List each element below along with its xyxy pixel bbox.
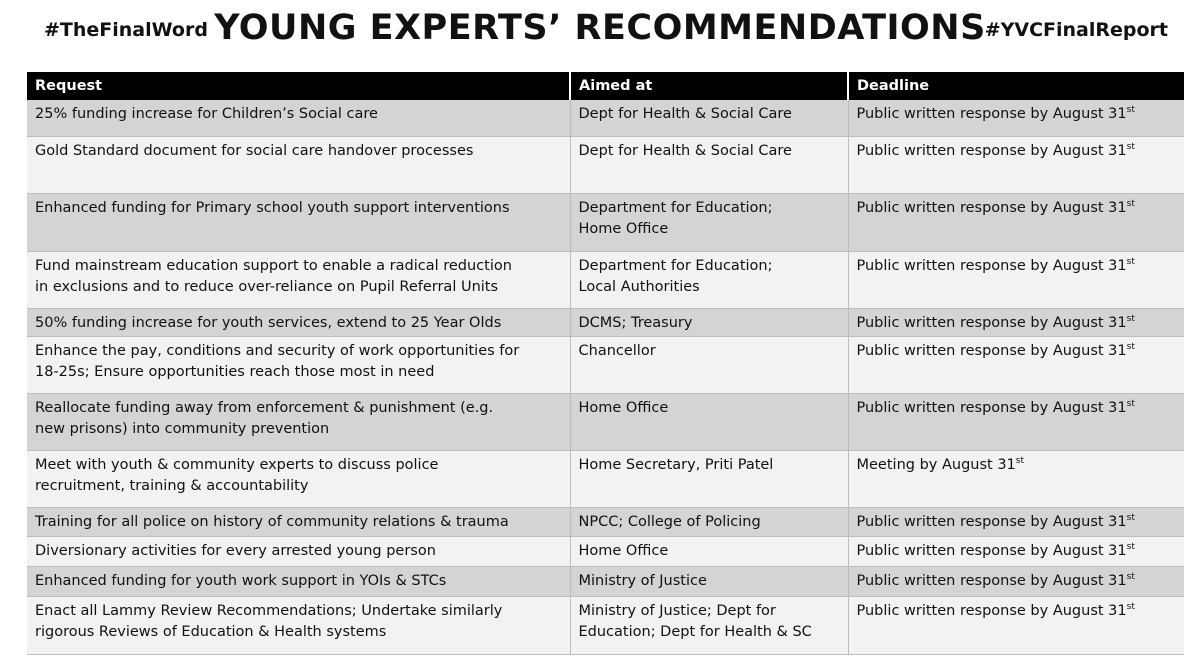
cell-request [27, 136, 570, 193]
table-row [27, 193, 1184, 251]
ordinal-suffix: st [1126, 141, 1135, 152]
cell-request [27, 536, 570, 566]
cell-request-line: rigorous Reviews of Education & Health systems [35, 623, 387, 640]
table-row [27, 308, 1184, 336]
deadline-text: Public written response by August 31 [856, 106, 1127, 122]
cell-request [27, 251, 570, 308]
cell-aimed-at-line: Home Secretary, Priti Patel [578, 456, 774, 473]
cell-aimed-at-line: Dept for Health & Social Care [578, 106, 792, 122]
deadline-text: Public written response by August 31 [856, 142, 1127, 159]
cell-deadline [848, 536, 1184, 566]
cell-aimed-at-line: DCMS; Treasury [578, 314, 693, 331]
cell-aimed-at-line: Chancellor [578, 342, 656, 359]
table-row [27, 136, 1184, 193]
ordinal-suffix: st [1126, 398, 1135, 409]
cell-aimed-at-line: Department for Education; [578, 257, 773, 274]
table-row [27, 596, 1184, 654]
cell-deadline [848, 251, 1184, 308]
table-row [27, 336, 1184, 393]
cell-aimed-at [570, 596, 848, 654]
cell-deadline [848, 193, 1184, 251]
table-row [27, 536, 1184, 566]
ordinal-suffix: st [1126, 601, 1135, 612]
cell-request [27, 193, 570, 251]
cell-aimed-at [570, 100, 848, 136]
ordinal-suffix: st [1126, 512, 1135, 523]
cell-aimed-at-line: Home Office [578, 399, 669, 416]
cell-deadline [848, 336, 1184, 393]
column-header-aimed-at: Aimed at [570, 72, 848, 100]
deadline-text: Meeting by August 31 [856, 456, 1016, 473]
deadline-text: Public written response by August 31 [856, 399, 1127, 416]
hashtag-the-final-word: #TheFinalWord [44, 19, 208, 41]
cell-aimed-at [570, 507, 848, 536]
cell-request-line: Enhanced funding for youth work support in YOIs & STCs [35, 572, 447, 589]
page-title: YOUNG EXPERTS’ RECOMMENDATIONS [214, 8, 986, 48]
cell-aimed-at-line: Education; Dept for Health & SC [578, 623, 812, 640]
cell-aimed-at-line: Ministry of Justice; Dept for [578, 602, 776, 619]
cell-request-line: Training for all police on history of community relations & trauma [35, 513, 509, 530]
ordinal-suffix: st [1126, 541, 1135, 552]
cell-deadline [848, 308, 1184, 336]
table-header-row [27, 72, 1184, 100]
cell-deadline [848, 450, 1184, 507]
cell-request-line: new prisons) into community prevention [35, 420, 330, 437]
ordinal-suffix: st [1126, 571, 1135, 582]
cell-request-line: Reallocate funding away from enforcement & punishment (e.g. [35, 399, 494, 416]
ordinal-suffix: st [1126, 256, 1135, 267]
cell-request [27, 507, 570, 536]
deadline-text: Public written response by August 31 [856, 314, 1127, 331]
cell-request [27, 336, 570, 393]
cell-request-line: recruitment, training & accountability [35, 477, 309, 494]
table-row [27, 251, 1184, 308]
cell-request [27, 596, 570, 654]
table-row [27, 507, 1184, 536]
ordinal-suffix: st [1126, 313, 1135, 324]
cell-request-line: Fund mainstream education support to enable a radical reduction [35, 257, 512, 274]
cell-request-line: Enact all Lammy Review Recommendations; Undertake similarly [35, 602, 503, 619]
ordinal-suffix: st [1015, 455, 1024, 466]
deadline-text: Public written response by August 31 [856, 342, 1127, 359]
cell-aimed-at-line: Home Office [578, 220, 669, 237]
cell-request [27, 100, 570, 136]
cell-aimed-at-line: Dept for Health & Social Care [578, 142, 792, 159]
cell-aimed-at [570, 336, 848, 393]
deadline-text: Public written response by August 31 [856, 513, 1127, 530]
cell-aimed-at-line: Ministry of Justice [578, 572, 707, 589]
cell-aimed-at-line: NPCC; College of Policing [578, 513, 761, 530]
cell-aimed-at [570, 136, 848, 193]
table-row [27, 393, 1184, 450]
table-row [27, 566, 1184, 596]
table-row [27, 450, 1184, 507]
cell-request [27, 393, 570, 450]
cell-deadline [848, 136, 1184, 193]
cell-request-line: Diversionary activities for every arrested young person [35, 542, 436, 559]
deadline-text: Public written response by August 31 [856, 602, 1127, 619]
cell-request-line: Gold Standard document for social care handover processes [35, 142, 474, 159]
cell-request [27, 566, 570, 596]
ordinal-suffix: st [1126, 341, 1135, 352]
cell-aimed-at [570, 393, 848, 450]
column-header-deadline: Deadline [848, 72, 1184, 100]
cell-deadline [848, 393, 1184, 450]
cell-aimed-at [570, 536, 848, 566]
column-header-request: Request [27, 72, 570, 100]
cell-request-line: Enhanced funding for Primary school youth support interventions [35, 199, 510, 216]
cell-aimed-at [570, 566, 848, 596]
cell-aimed-at [570, 308, 848, 336]
table-row [27, 100, 1184, 136]
recommendations-table [27, 72, 1184, 655]
cell-aimed-at-line: Department for Education; [578, 199, 773, 216]
cell-aimed-at-line: Home Office [578, 542, 669, 559]
cell-request [27, 308, 570, 336]
cell-request-line: in exclusions and to reduce over-reliance on Pupil Referral Units [35, 278, 499, 295]
cell-aimed-at [570, 251, 848, 308]
hashtag-yvc-final-report: #YVCFinalReport [984, 19, 1168, 41]
cell-request [27, 450, 570, 507]
ordinal-suffix: st [1126, 105, 1135, 115]
cell-aimed-at [570, 450, 848, 507]
cell-request-line: 25% funding increase for Children’s Social care [35, 106, 378, 122]
cell-request-line: 50% funding increase for youth services, extend to 25 Year Olds [35, 314, 502, 331]
cell-request-line: Meet with youth & community experts to discuss police [35, 456, 439, 473]
cell-request-line: Enhance the pay, conditions and security of work opportunities for [35, 342, 520, 359]
deadline-text: Public written response by August 31 [856, 257, 1127, 274]
cell-deadline [848, 100, 1184, 136]
ordinal-suffix: st [1126, 198, 1135, 209]
table-body [27, 100, 1184, 654]
cell-deadline [848, 596, 1184, 654]
deadline-text: Public written response by August 31 [856, 199, 1127, 216]
deadline-text: Public written response by August 31 [856, 572, 1127, 589]
cell-request-line: 18-25s; Ensure opportunities reach those most in need [35, 363, 435, 380]
cell-deadline [848, 507, 1184, 536]
deadline-text: Public written response by August 31 [856, 542, 1127, 559]
cell-aimed-at [570, 193, 848, 251]
cell-deadline [848, 566, 1184, 596]
cell-aimed-at-line: Local Authorities [578, 278, 700, 295]
